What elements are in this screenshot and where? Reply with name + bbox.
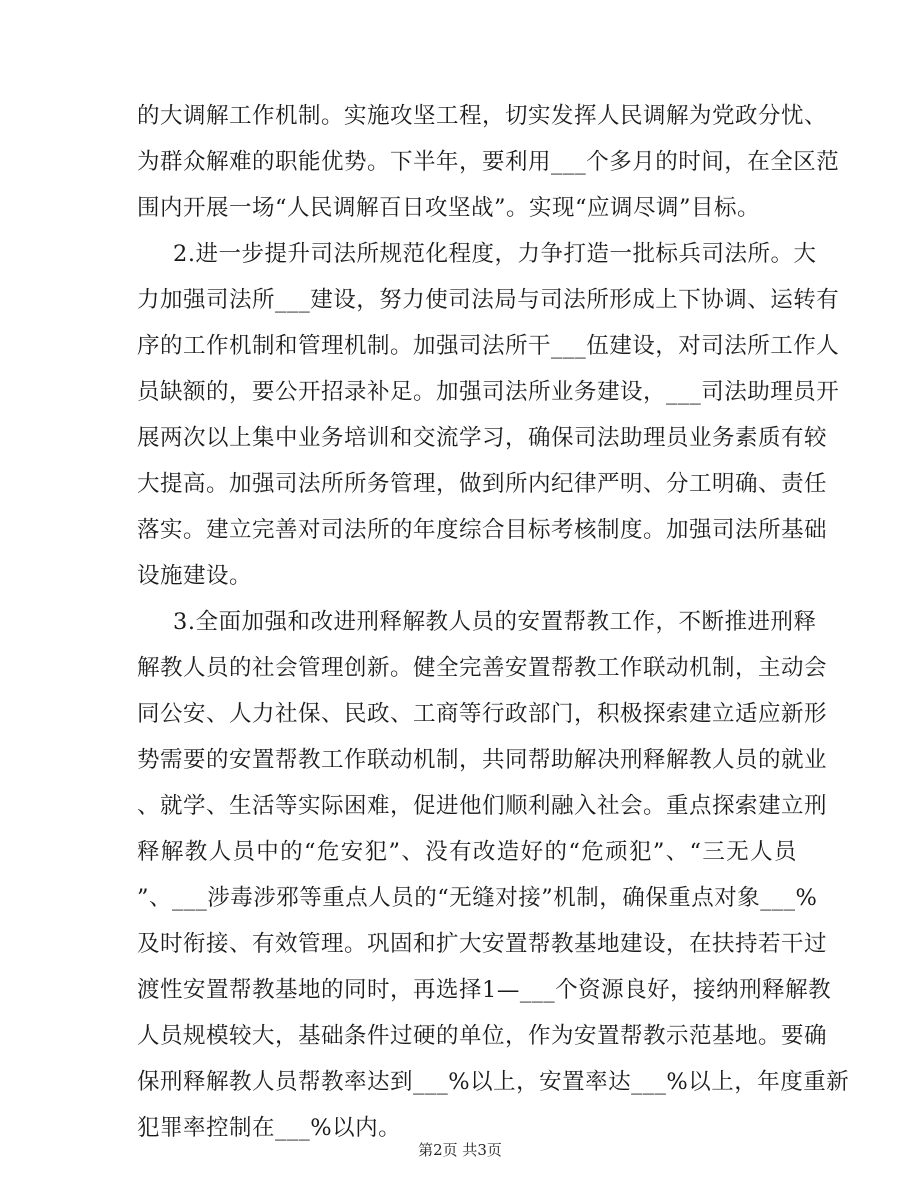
text-line: 同公安、人力社保、民政、工商等行政部门，积极探索建立适应新形 [137,701,828,727]
text-line: 序的工作机制和管理机制。加强司法所干___伍建设，对司法所工作人 [137,333,840,359]
text-line: 犯罪率控制在___%以内。 [137,1115,402,1141]
text-line: ”、___涉毒涉邪等重点人员的“无缝对接”机制，确保重点对象___% [137,885,818,911]
text-line: 人员规模较大，基础条件过硬的单位，作为安置帮教示范基地。要确 [137,1023,828,1049]
text-line: 保刑释解教人员帮教率达到___%以上，安置率达___%以上，年度重新 [137,1069,850,1095]
text-line: 释解教人员中的“危安犯”、没有改造好的“危顽犯”、“三无人员 [137,839,797,865]
text-line: 落实。建立完善对司法所的年度综合目标考核制度。加强司法所基础 [137,517,828,543]
text-line: 展两次以上集中业务培训和交流学习，确保司法助理员业务素质有较 [137,425,828,451]
page-number-footer: 第2页 共3页 [418,1141,502,1159]
text-line: 为群众解难的职能优势。下半年，要利用___个多月的时间，在全区范 [137,149,840,175]
text-line: 、就学、生活等实际困难，促进他们顺利融入社会。重点探索建立刑 [137,793,828,819]
text-line: 渡性安置帮教基地的同时，再选择1—___个资源良好，接纳刑释解教 [137,977,832,1003]
text-line: 势需要的安置帮教工作联动机制，共同帮助解决刑释解教人员的就业 [137,747,828,773]
text-line: 大提高。加强司法所所务管理，做到所内纪律严明、分工明确、责任 [137,471,828,497]
paragraph-2-first-line: 2.进一步提升司法所规范化程度，力争打造一批标兵司法所。大 [173,241,817,267]
text-line: 力加强司法所___建设，努力使司法局与司法所形成上下协调、运转有 [137,287,840,313]
text-line: 的大调解工作机制。实施攻坚工程，切实发挥人民调解为党政分忧、 [137,103,828,129]
text-line: 员缺额的，要公开招录补足。加强司法所业务建设，___司法助理员开 [137,379,840,405]
text-line: 解教人员的社会管理创新。健全完善安置帮教工作联动机制，主动会 [137,655,828,681]
text-line: 围内开展一场“人民调解百日攻坚战”。实现“应调尽调”目标。 [137,195,761,221]
text-line: 设施建设。 [137,563,253,589]
text-line: 及时衔接、有效管理。巩固和扩大安置帮教基地建设，在扶持若干过 [137,931,828,957]
paragraph-3-first-line: 3.全面加强和改进刑释解教人员的安置帮教工作，不断推进刑释 [173,609,817,635]
